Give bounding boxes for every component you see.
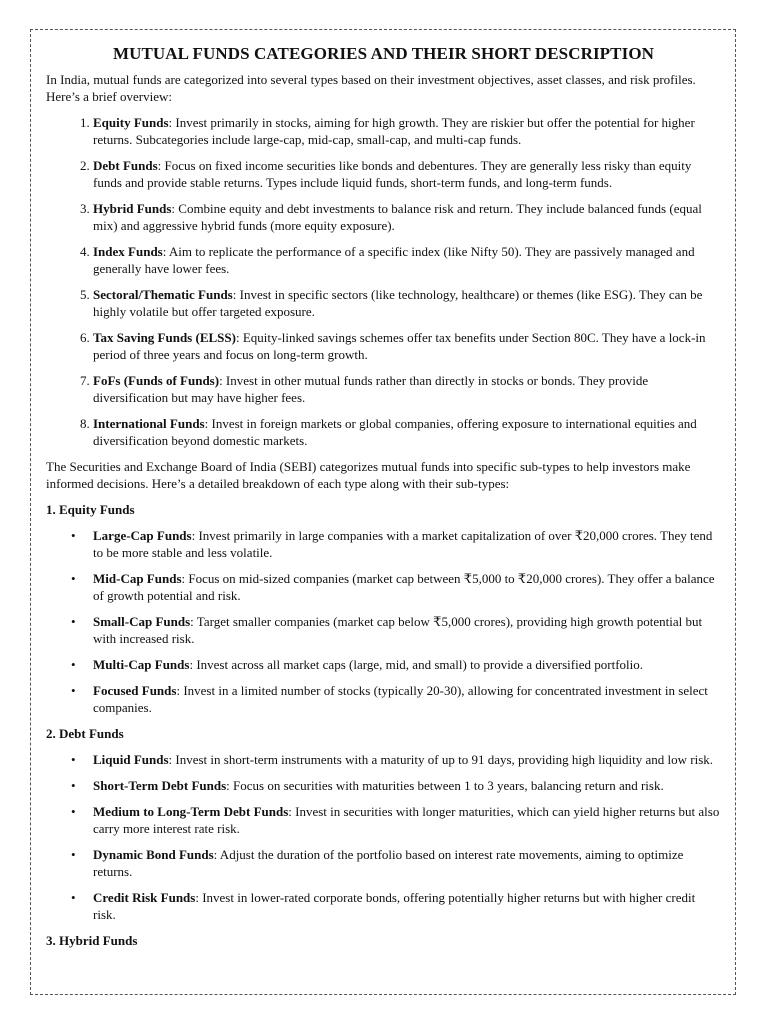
- list-item: [71, 527, 721, 561]
- overview-term: Debt Funds: [93, 158, 158, 173]
- overview-desc: : Aim to replicate the performance of a specific index (like Nifty 50). They are passively managed and generally have lower fees.: [93, 244, 695, 276]
- subtype-term: Multi-Cap Funds: [93, 657, 190, 672]
- subtype-term: Medium to Long-Term Debt Funds: [93, 804, 289, 819]
- subtype-term: Focused Funds: [93, 683, 177, 698]
- list-item: [71, 682, 721, 716]
- subtype-term: Liquid Funds: [93, 752, 169, 767]
- list-item: [71, 613, 721, 647]
- bullet-icon: •: [71, 890, 76, 905]
- subtype-term: Credit Risk Funds: [93, 890, 196, 905]
- list-item: [71, 803, 721, 837]
- bullet-icon: •: [71, 847, 76, 862]
- list-item: [71, 777, 721, 794]
- overview-term: FoFs (Funds of Funds): [93, 373, 220, 388]
- list-item: [71, 656, 721, 673]
- subtype-desc: : Invest in a limited number of stocks (typically 20-30), allowing for concentrated investment in select companies.: [93, 683, 708, 715]
- subtype-desc: : Invest in securities with longer maturities, which can yield higher returns but also carry more interest rate risk.: [93, 804, 720, 836]
- overview-item: [93, 243, 721, 277]
- subtype-desc: : Invest in lower-rated corporate bonds, offering potentially higher returns but with higher credit risk.: [93, 890, 696, 922]
- subtype-desc: : Invest primarily in large companies with a market capitalization of over ₹20,000 crores. They tend to be more stable and less volatile.: [93, 528, 713, 560]
- bullet-icon: •: [71, 657, 76, 672]
- subtype-desc: : Invest across all market caps (large, mid, and small) to provide a diversified portfolio.: [189, 657, 643, 672]
- debt-subtypes-list: [46, 751, 721, 923]
- sebi-paragraph: The Securities and Exchange Board of India (SEBI) categorizes mutual funds into specific sub-types to help investors make informed decisions. Here’s a detailed breakdown of each type along with their sub-types:: [46, 459, 691, 491]
- intro-paragraph: In India, mutual funds are categorized into several types based on their investment objectives, asset classes, and risk profiles. Here’s a brief overview:: [46, 72, 696, 104]
- subtype-term: Small-Cap Funds: [93, 614, 191, 629]
- bullet-icon: •: [71, 614, 76, 629]
- section-heading: 2. Debt Funds: [46, 726, 124, 741]
- overview-item: [93, 200, 721, 234]
- subtype-desc: : Target smaller companies (market cap below ₹5,000 crores), providing high growth potential but with increased risk.: [93, 614, 703, 646]
- subtype-desc: : Adjust the duration of the portfolio based on interest rate movements, aiming to optimize returns.: [93, 847, 684, 879]
- overview-term: Tax Saving Funds (ELSS): [93, 330, 236, 345]
- bullet-icon: •: [71, 683, 76, 698]
- overview-item: [93, 415, 721, 449]
- document-title: MUTUAL FUNDS CATEGORIES AND THEIR SHORT DESCRIPTION: [112, 44, 655, 63]
- subtype-term: Short-Term Debt Funds: [93, 778, 227, 793]
- overview-desc: : Invest in other mutual funds rather than directly in stocks or bonds. They provide diversification but may have higher fees.: [93, 373, 649, 405]
- overview-term: Sectoral/Thematic Funds: [93, 287, 233, 302]
- overview-desc: : Equity-linked savings schemes offer tax benefits under Section 80C. They have a lock-in period of three years and focus on long-term growth.: [93, 330, 706, 362]
- subtype-desc: : Invest in short-term instruments with a maturity of up to 91 days, providing high liquidity and low risk.: [168, 752, 714, 767]
- subtype-term: Mid-Cap Funds: [93, 571, 182, 586]
- overview-desc: : Invest in foreign markets or global companies, offering exposure to international equities and diversification beyond domestic markets.: [93, 416, 697, 448]
- overview-item: [93, 329, 721, 363]
- overview-term: Index Funds: [93, 244, 163, 259]
- bullet-icon: •: [71, 528, 76, 543]
- list-item: [71, 889, 721, 923]
- overview-item: [93, 286, 721, 320]
- overview-item: [93, 157, 721, 191]
- overview-desc: : Focus on fixed income securities like bonds and debentures. They are generally less risky than equity funds and provide stable returns. Types include liquid funds, short-term funds, and long-term funds.: [93, 158, 692, 190]
- section-heading: 1. Equity Funds: [46, 502, 135, 517]
- bullet-icon: •: [71, 804, 76, 819]
- overview-list: [46, 114, 721, 449]
- overview-desc: : Invest in specific sectors (like technology, healthcare) or themes (like ESG). They can be highly volatile but offer targeted exposure.: [93, 287, 703, 319]
- overview-term: Equity Funds: [93, 115, 169, 130]
- section-heading: 3. Hybrid Funds: [46, 933, 138, 948]
- overview-term: International Funds: [93, 416, 205, 431]
- subtype-desc: : Focus on securities with maturities between 1 to 3 years, balancing return and risk.: [226, 778, 664, 793]
- overview-item: [93, 372, 721, 406]
- subtype-term: Dynamic Bond Funds: [93, 847, 214, 862]
- list-item: [71, 570, 721, 604]
- overview-item: [93, 114, 721, 148]
- overview-desc: : Invest primarily in stocks, aiming for high growth. They are riskier but offer the potential for higher returns. Subcategories include large-cap, mid-cap, small-cap, and multi-cap funds.: [93, 115, 695, 147]
- overview-term: Hybrid Funds: [93, 201, 172, 216]
- bullet-icon: •: [71, 752, 76, 767]
- overview-desc: : Combine equity and debt investments to balance risk and return. They include balanced funds (equal mix) and aggressive hybrid funds (more equity exposure).: [93, 201, 702, 233]
- subtype-term: Large-Cap Funds: [93, 528, 192, 543]
- subtype-desc: : Focus on mid-sized companies (market cap between ₹5,000 to ₹20,000 crores). They offer a balance of growth potential and risk.: [93, 571, 715, 603]
- equity-subtypes-list: [46, 527, 721, 716]
- bullet-icon: •: [71, 571, 76, 586]
- list-item: [71, 846, 721, 880]
- bullet-icon: •: [71, 778, 76, 793]
- document-page: [30, 29, 736, 995]
- list-item: [71, 751, 721, 768]
